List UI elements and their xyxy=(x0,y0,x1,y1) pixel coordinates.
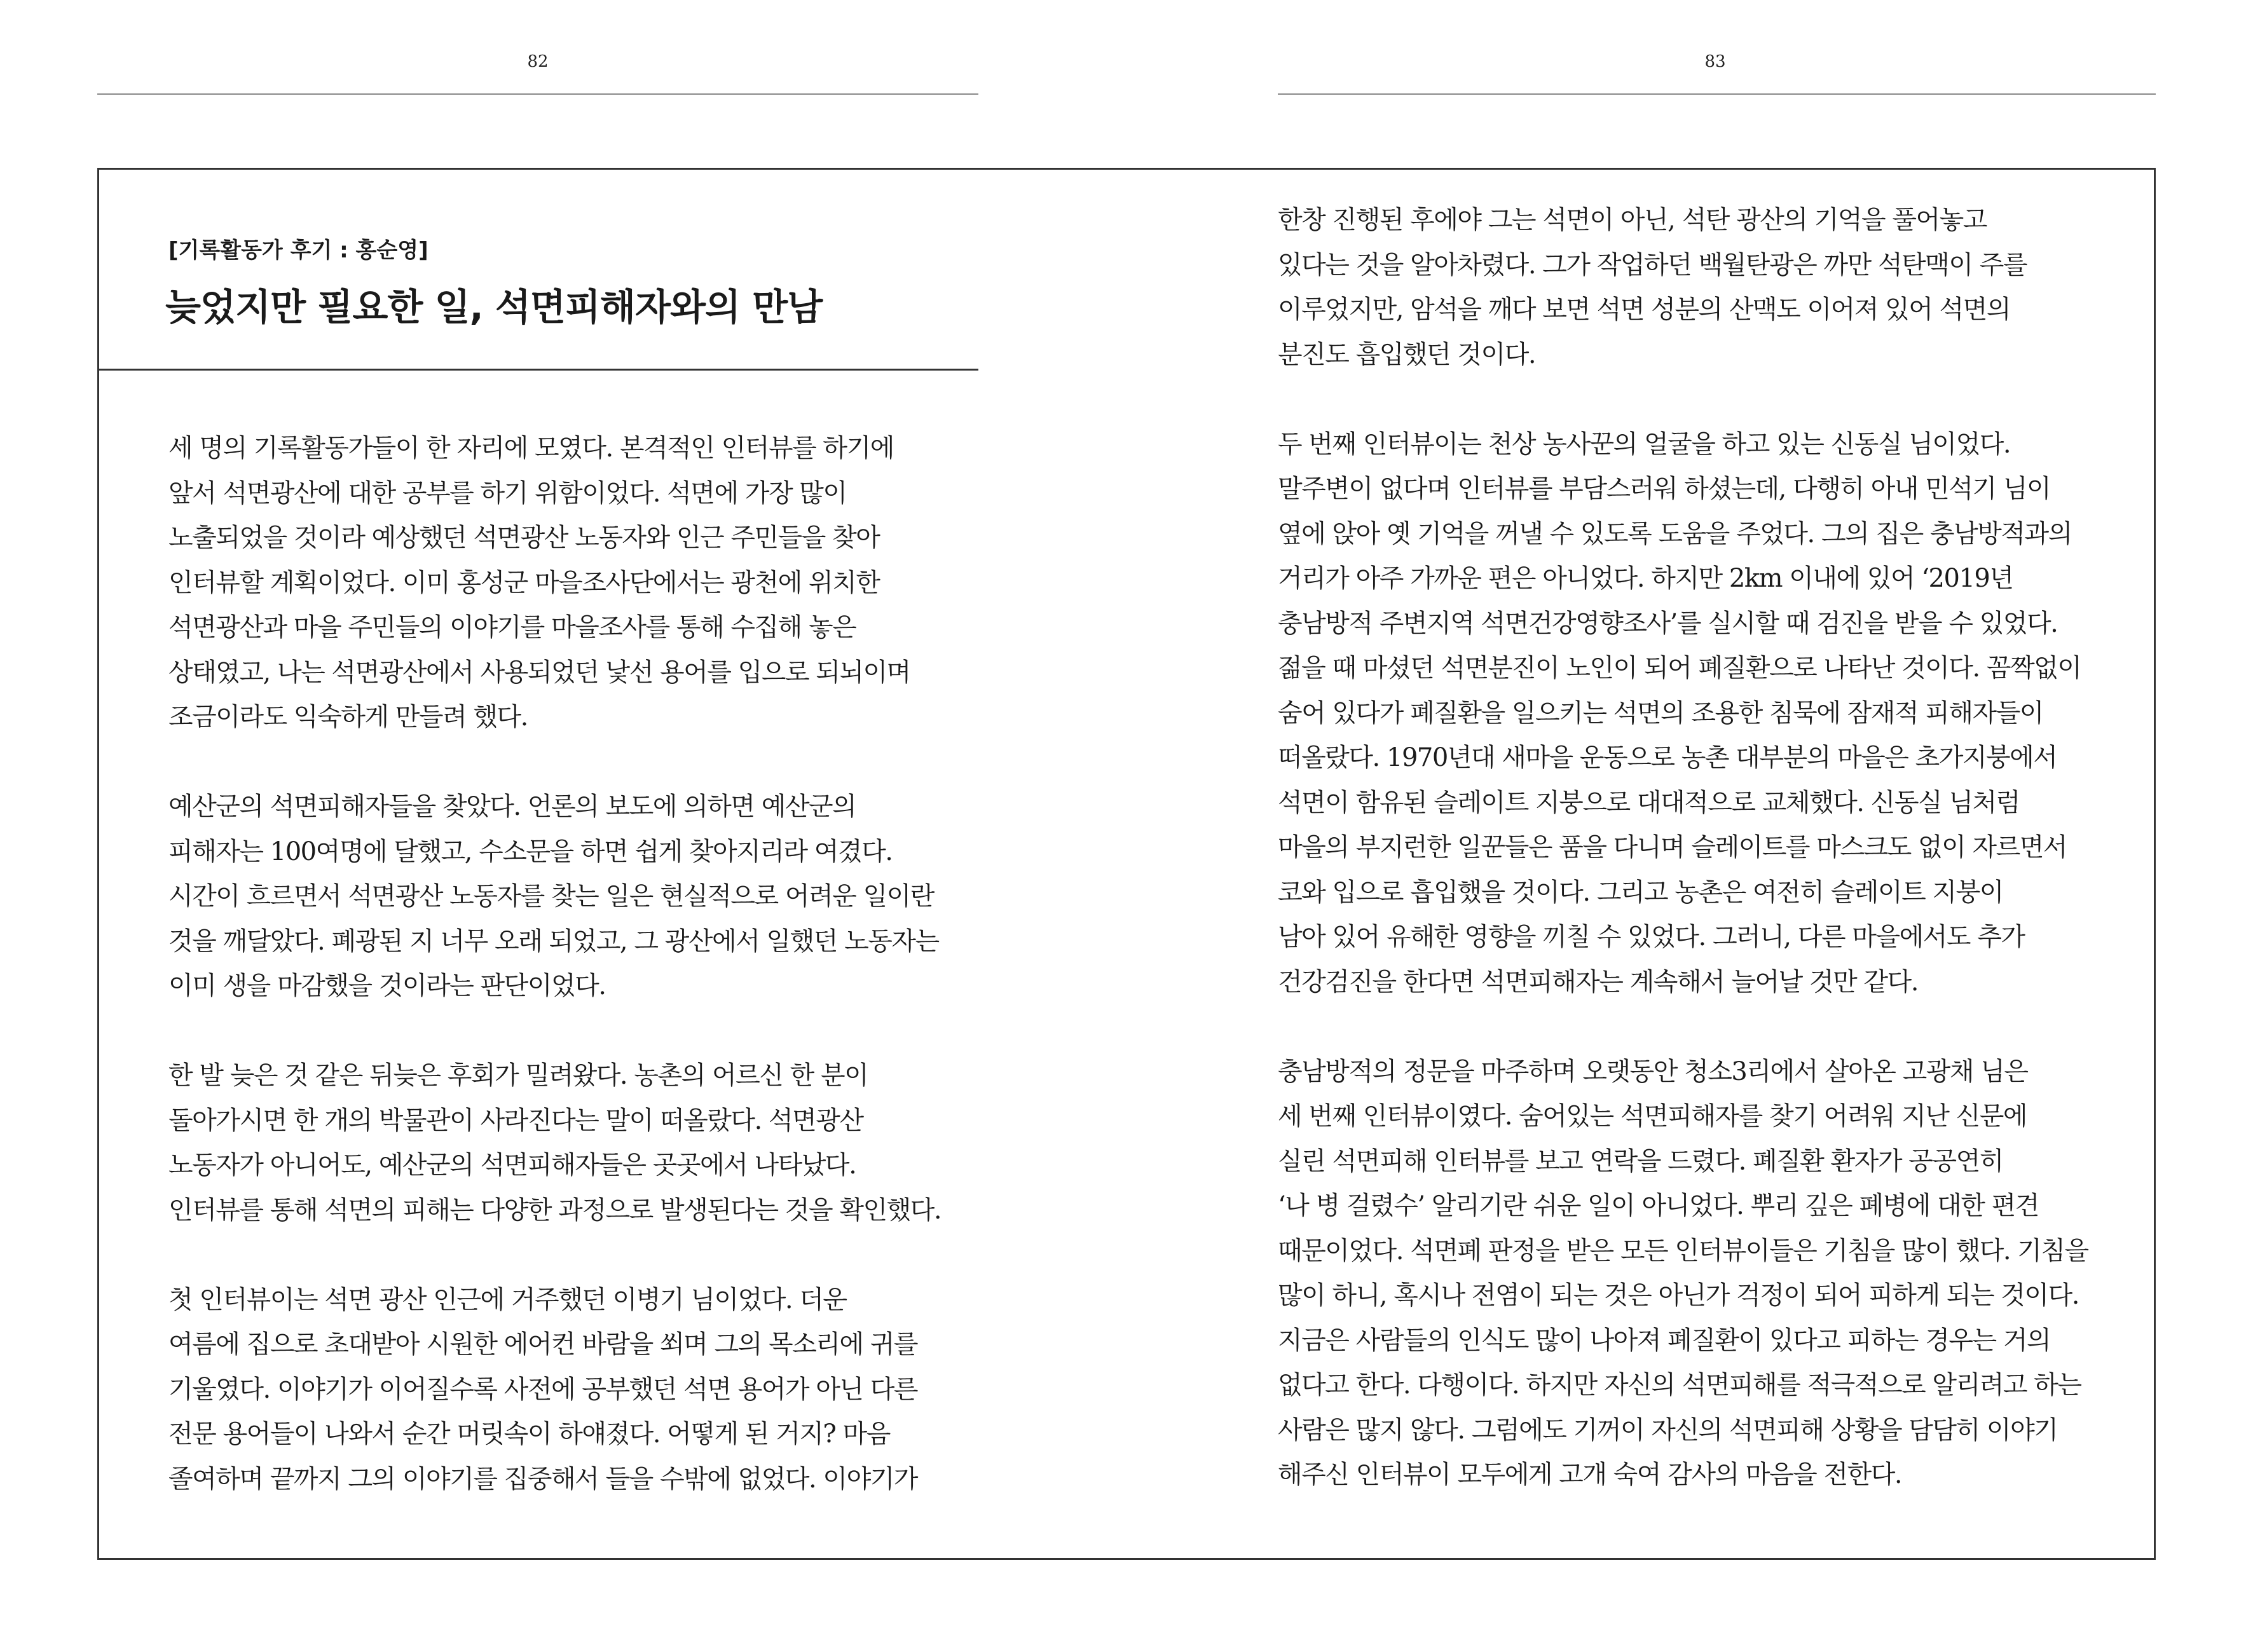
text-line: 예산군의 석면피해자들을 찾았다. 언론의 보도에 의하면 예산군의 xyxy=(168,792,856,821)
article-title: 늦었지만 필요한 일, 석면피해자와의 만남 xyxy=(165,285,823,329)
text-line: 피해자는 100여명에 달했고, 수소문을 하면 쉽게 찾아지리라 여겼다. xyxy=(168,836,893,866)
text-line: 조금이라도 익숙하게 만들려 했다. xyxy=(168,702,528,732)
text-line: 이미 생을 마감했을 것이라는 판단이었다. xyxy=(168,971,606,1000)
text-line: 말주변이 없다며 인터뷰를 부담스러워 하셨는데, 다행히 아내 민석기 님이 xyxy=(1278,474,2051,503)
text-line: 분진도 흡입했던 것이다. xyxy=(1278,339,1536,369)
text-line: 충남방적의 정문을 마주하며 오랫동안 청소3리에서 살아온 고광채 님은 xyxy=(1278,1056,2028,1086)
text-line: 세 명의 기록활동가들이 한 자리에 모였다. 본격적인 인터뷰를 하기에 xyxy=(168,433,894,463)
text-line: 인터뷰할 계획이었다. 이미 홍성군 마을조사단에서는 광천에 위치한 xyxy=(168,568,880,597)
text-line: 세 번째 인터뷰이였다. 숨어있는 석면피해자를 찾기 어려워 지난 신문에 xyxy=(1278,1102,2027,1131)
text-line: 기울였다. 이야기가 이어질수록 사전에 공부했던 석면 용어가 아닌 다른 xyxy=(168,1374,917,1404)
paragraph xyxy=(1278,198,2130,377)
text-line: 없다고 한다. 다행이다. 하지만 자신의 석면피해를 적극적으로 알리려고 하는 xyxy=(1278,1370,2081,1400)
text-line: 남아 있어 유해한 영향을 끼칠 수 있었다. 그러니, 다른 마을에서도 추가 xyxy=(1278,922,2025,952)
text-line: 많이 하니, 혹시나 전염이 되는 것은 아닌가 걱정이 되어 피하게 되는 것이다. xyxy=(1278,1281,2079,1310)
article-kicker: [기록활동가 후기 : 홍순영] xyxy=(168,238,428,263)
text-line: 사람은 많지 않다. 그럼에도 기꺼이 자신의 석면피해 상황을 담담히 이야기 xyxy=(1278,1415,2058,1445)
text-line: 것을 깨달았다. 폐광된 지 너무 오래 되었고, 그 광산에서 일했던 노동자는 xyxy=(168,926,939,956)
left-column-body xyxy=(168,426,982,1501)
paragraph xyxy=(168,1053,982,1232)
text-line: 앞서 석면광산에 대한 공부를 하기 위함이었다. 석면에 가장 많이 xyxy=(168,478,847,508)
text-line: 해주신 인터뷰이 모두에게 고개 숙여 감사의 마음을 전한다. xyxy=(1278,1460,1902,1489)
text-line: 옆에 앉아 옛 기억을 꺼낼 수 있도록 도움을 주었다. 그의 집은 충남방적과의 xyxy=(1278,519,2072,549)
text-line: 인터뷰를 통해 석면의 피해는 다양한 과정으로 발생된다는 것을 확인했다. xyxy=(168,1195,942,1225)
text-line: 시간이 흐르면서 석면광산 노동자를 찾는 일은 현실적으로 어려운 일이란 xyxy=(168,882,934,911)
title-divider xyxy=(97,369,978,371)
text-line: 있다는 것을 알아차렸다. 그가 작업하던 백월탄광은 까만 석탄맥이 주를 xyxy=(1278,250,2027,280)
text-line: 지금은 사람들의 인식도 많이 나아져 폐질환이 있다고 피하는 경우는 거의 xyxy=(1278,1325,2051,1355)
text-line: 때문이었다. 석면폐 판정을 받은 모든 인터뷰이들은 기침을 많이 했다. 기침을 xyxy=(1278,1236,2088,1266)
text-line: 노동자가 아니어도, 예산군의 석면피해자들은 곳곳에서 나타났다. xyxy=(168,1150,856,1180)
text-line: 여름에 집으로 초대받아 시원한 에어컨 바람을 쐬며 그의 목소리에 귀를 xyxy=(168,1330,917,1359)
text-line: 숨어 있다가 폐질환을 일으키는 석면의 조용한 침묵에 잠재적 피해자들이 xyxy=(1278,698,2043,728)
text-line: 젊을 때 마셨던 석면분진이 노인이 되어 폐질환으로 나타난 것이다. 꼼짝없이 xyxy=(1278,653,2081,683)
text-line: ‘나 병 걸렸수’ 알리기란 쉬운 일이 아니었다. 뿌리 깊은 폐병에 대한 편견 xyxy=(1278,1191,2039,1220)
text-line: 실린 석면피해 인터뷰를 보고 연락을 드렸다. 폐질환 환자가 공공연히 xyxy=(1278,1146,2003,1176)
text-line: 첫 인터뷰이는 석면 광산 인근에 거주했던 이병기 님이었다. 더운 xyxy=(168,1285,847,1314)
paragraph xyxy=(1278,1049,2130,1498)
paragraph xyxy=(168,1278,982,1502)
paragraph xyxy=(1278,422,2130,1005)
text-line: 떠올랐다. 1970년대 새마을 운동으로 농촌 대부분의 마을은 초가지붕에서 xyxy=(1278,743,2057,772)
text-line: 노출되었을 것이라 예상했던 석면광산 노동자와 인근 주민들을 찾아 xyxy=(168,523,880,552)
text-line: 상태였고, 나는 석면광산에서 사용되었던 낯선 용어를 입으로 되뇌이며 xyxy=(168,657,910,687)
text-line: 졸여하며 끝까지 그의 이야기를 집중해서 들을 수밖에 없었다. 이야기가 xyxy=(168,1464,917,1494)
text-line: 두 번째 인터뷰이는 천상 농사꾼의 얼굴을 하고 있는 신동실 님이었다. xyxy=(1278,429,2011,459)
text-line: 마을의 부지런한 일꾼들은 품을 다니며 슬레이트를 마스크도 없이 자르면서 xyxy=(1278,833,2067,862)
text-line: 전문 용어들이 나와서 순간 머릿속이 하얘졌다. 어떻게 된 거지? 마음 xyxy=(168,1419,890,1449)
text-line: 충남방적 주변지역 석면건강영향조사’를 실시할 때 검진을 받을 수 있었다. xyxy=(1278,608,2058,638)
right-column-body xyxy=(1278,198,2130,1498)
text-line: 한창 진행된 후에야 그는 석면이 아닌, 석탄 광산의 기억을 풀어놓고 xyxy=(1278,205,1987,235)
text-line: 거리가 아주 가까운 편은 아니었다. 하지만 2km 이내에 있어 ‘2019년 xyxy=(1278,564,2013,593)
paragraph xyxy=(168,426,982,740)
text-line: 석면이 함유된 슬레이트 지붕으로 대대적으로 교체했다. 신동실 님처럼 xyxy=(1278,788,2020,817)
text-line: 한 발 늦은 것 같은 뒤늦은 후회가 밀려왔다. 농촌의 어르신 한 분이 xyxy=(168,1061,868,1090)
text-line: 코와 입으로 흡입했을 것이다. 그리고 농촌은 여전히 슬레이트 지붕이 xyxy=(1278,877,2003,907)
text-line: 석면광산과 마을 주민들의 이야기를 마을조사를 통해 수집해 놓은 xyxy=(168,613,856,642)
text-line: 이루었지만, 암석을 깨다 보면 석면 성분의 산맥도 이어져 있어 석면의 xyxy=(1278,295,2011,324)
paragraph xyxy=(168,784,982,1009)
left-header-rule xyxy=(97,93,978,95)
text-line: 돌아가시면 한 개의 박물관이 사라진다는 말이 떠올랐다. 석면광산 xyxy=(168,1105,863,1135)
text-line: 건강검진을 한다면 석면피해자는 계속해서 늘어날 것만 같다. xyxy=(1278,967,1919,997)
right-header-rule xyxy=(1278,93,2156,95)
left-page-number: 82 xyxy=(527,52,549,71)
right-page-number: 83 xyxy=(1704,52,1726,71)
